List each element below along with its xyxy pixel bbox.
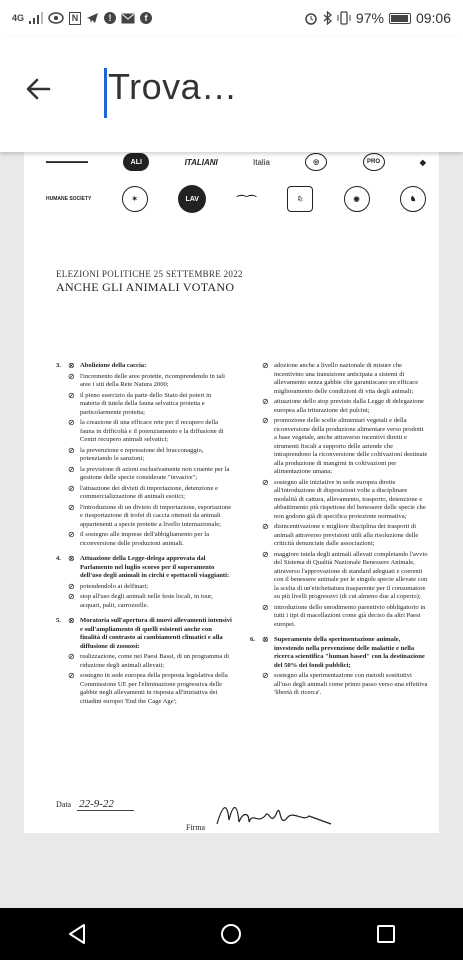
doc-section [56,362,232,550]
section-title-row [68,555,232,581]
section-item-text: stop all'uso degli animali nelle feste locali, in tour, acquari, palii, carrozzelle. [80,593,213,609]
logo: ⌒⌒ [236,195,257,207]
recents-nav-button[interactable] [366,914,406,954]
telegram-icon [86,12,99,24]
section-number: 6. [250,636,255,643]
eye-icon [48,12,64,24]
section-item [68,593,232,610]
checkmark-icon: ⊗ [68,361,75,370]
checkmark-icon: ⊘ [68,530,75,539]
section-item-text: disincentivazione e migliore disciplina dei trasporti di animali attraverso previsioni utili alla risoluzione delle criticità denunciate dalle associazioni; [274,523,419,547]
logo: LAV [178,185,206,213]
checkmark-icon: ⊘ [68,671,75,680]
section-item [68,419,232,445]
circle-home-icon [220,923,242,945]
checkmark-icon: ⊘ [262,522,269,531]
section-item-text: realizzazione, come nei Paesi Bassi, di un programma di riduzione degli animali allevati; [80,653,230,669]
checkmark-icon: ⊘ [68,464,75,474]
section-item [68,485,232,502]
logo: PRO [363,153,385,171]
section-item [68,447,232,464]
logo: ♘ [287,186,313,212]
checkmark-icon: ⊘ [262,549,269,559]
section-item-text: adozione anche a livello nazionale di misure che incentivino una transizione anticipata a sistemi di allevamento senza gabbie che garantiscano un efficace miglioramento delle condizioni di vita degli animali; [274,362,419,395]
checkmark-icon: ⊗ [262,635,269,644]
section-item [262,523,428,549]
checkmark-icon: ⊘ [68,652,75,661]
section-items [68,362,232,550]
alarm-icon [304,11,318,25]
section-title-row [262,636,428,670]
document-page [24,238,439,833]
clock: 09:06 [415,10,451,26]
text-cursor [104,68,107,118]
section-item-text: la creazione di una efficace rete per il recupero della fauna in difficoltà e il potenziamento e la diffusione di Centri recupero animali selvatici; [80,419,224,443]
section-item-text: sostegno alla sperimentazione con metodi sostitutivi all'uso degli animali come primo passo verso una effettiva 'libertà di ricerca'. [274,672,428,696]
section-items [68,617,232,708]
logo: ◎ [305,153,327,171]
checkmark-icon: ⊘ [68,581,75,591]
logo: ALI [123,153,149,171]
doc-section [250,636,428,700]
date-field [56,798,134,810]
find-toolbar [0,36,463,152]
section-item-text: sostegno in sede europea della proposta legislativa della Commissione UE per l'eliminazione progressiva delle gabbie negli allevamenti in risposta all'iniziativa dei cittadini europei 'End the Cage Age'; [80,672,228,705]
section-item-text: il pieno esercizio da parte dello Stato dei poteri in materia di tutela della fauna selvatica protetta e particolarmente protetta; [80,391,212,416]
section-item [262,672,428,698]
checkmark-icon: ⊘ [68,371,75,381]
section-item [68,504,232,530]
logo: HUMANE SOCIETY [46,196,92,202]
arrow-back-icon [24,75,52,103]
section-item-text: l'attuazione dei divieti di importazione, detenzione e commercializzazione di animali esotici; [80,484,218,500]
section-number [250,362,262,631]
section-item-text: sostegno alle iniziative in sede europea dirette all'introduzione di disposizioni volte a disciplinare modalità di cattura, allevamento, trasporto, detenzione e abbattimento più rispettose del benessere delle specie che non godono già di specifica protezione normativa; [274,478,426,520]
logos-area [46,152,426,214]
section-item [262,417,428,477]
status-bar [0,0,463,36]
doc-header-line1: ELEZIONI POLITICHE 25 SETTEMBRE 2022 [56,269,243,279]
checkmark-icon: ⊘ [262,397,269,406]
square-recents-icon [376,924,396,944]
network-type: 4G [12,13,25,23]
section-item-text: potendendolo ai delfinari; [80,582,149,590]
logo: ◆ [419,157,426,167]
checkmark-icon: ⊘ [262,416,269,425]
section-title: Attuazione della Legge-delega approvata dal Parlamento nel luglio scorso per il superamento dell'uso degli animali in circhi e spettacoli viaggianti: [80,555,230,579]
status-bar-right [304,10,451,26]
section-item-text: introduzione dello smodimento parentivio obbligatorio in tutti i tipi di macellazioni come già deciso da altri Paesi europei. [274,603,426,628]
checkmark-icon: ⊗ [68,616,75,625]
section-number: 3. [56,362,61,369]
checkmark-icon: ⊘ [68,592,75,601]
section-item-text: il sostegno alle imprese dell'abbigliamento per la riconversione delle produzioni animali. [80,531,209,547]
checkmark-icon: ⊘ [262,477,269,487]
section-item-text: maggiore tutela degli animali allevati completando l'avvio del Sistema di Qualità Nazionale Benessere Animale, attraverso l'approvazione di standard adeguati e coerenti con il benessere animale per le singole specie allevate con la scelta di un'etichettatura trasparente per il consumatore su più livelli progressivi (di cui almeno due al coperto); [274,550,428,600]
doc-section [250,362,428,631]
logo: ♞ [400,186,426,212]
triangle-back-icon [67,923,87,945]
vibrate-icon [337,11,351,25]
checkmark-icon: ⊘ [262,602,269,612]
section-item-text: la previsione di azioni esclusivamente non cruente per la gestione delle specie considerate "invasive"; [80,465,230,481]
section-item [68,653,232,670]
section-item-text: l'incremento delle aree protette, ricomprendendo in tali aree i siti della Rete Natura 2000; [80,372,225,388]
section-title: Moratoria sull'apertura di nuovi allevamenti intensivi e sull'ampliamento di quelli esistenti anche con finalità di contrasto ai cambiamenti climatici e alla diffusione di zoonosi: [80,617,232,650]
section-item [262,551,428,602]
back-button[interactable] [24,74,64,114]
section-item [68,531,232,548]
navigation-bar [0,908,463,960]
section-number: 4. [56,555,61,562]
bluetooth-icon [323,11,332,25]
doc-header-line2: ANCHE GLI ANIMALI VOTANO [56,280,235,294]
section-title: Abolizione della caccia: [80,362,147,369]
section-item [68,466,232,483]
logo-row [46,184,426,214]
right-column [250,362,428,705]
battery-icon [389,13,411,24]
date-value: 22-9-22 [77,798,134,811]
logo-row [46,152,426,174]
checkmark-icon: ⊘ [68,418,75,427]
date-label: Data [56,800,72,809]
logo: ▬▬▬▬▬▬▬ [46,159,88,165]
section-title-row [68,617,232,651]
logo: ✶ [122,186,148,212]
section-item [68,672,232,706]
facebook-icon: f [140,12,152,24]
back-nav-button[interactable] [57,914,97,954]
section-item [262,398,428,415]
logo: ITALIANI [184,157,218,167]
logo: ◉ [344,186,370,212]
find-input[interactable]: Trova… [108,66,238,107]
section-item [68,392,232,418]
section-item-text: la prevenzione e repressione del bracconaggio, potenziando le sanzioni; [80,446,204,462]
checkmark-icon: ⊘ [68,445,75,455]
section-item-text: l'introduzione di un divieto di importazione, esportazione e riesportazione di trofei di caccia ottenuti da animali appartenenti a specie protette a livello internazionale; [80,503,232,528]
checkmark-icon: ⊘ [262,361,269,370]
left-column [56,362,232,713]
section-item [262,362,428,396]
mail-icon [121,13,135,24]
section-item-text: promozione delle scelte alimentari vegetali e della riconversione della produzione alimentare verso prodotti a base vegetale, anche attraverso incentivi diretti e strumenti fiscali a supporto delle aziende che intraprendono la riconversione delle coltivazioni destinate alla produzione di mangimi in coltivazioni per alimentazione umana; [274,417,428,475]
doc-section [56,555,232,612]
section-items [68,555,232,612]
checkmark-icon: ⊘ [68,502,75,512]
signature-image [213,798,343,832]
section-number: 5. [56,617,61,624]
battery-percent: 97% [355,10,384,26]
section-items [262,362,428,631]
home-nav-button[interactable] [211,914,251,954]
signature-label: Firma [186,823,206,832]
signature-field [186,798,343,832]
page-card-document [24,238,439,833]
checkmark-icon: ⊘ [68,390,75,400]
section-item [262,479,428,522]
section-items [262,636,428,700]
status-bar-left [12,11,152,25]
notes-icon: N [69,12,81,25]
checkmark-icon: ⊘ [68,483,75,493]
signal-icon [29,12,43,24]
alert-icon: ! [104,12,116,24]
section-title: Superamento della sperimentazione animale, investendo nella prevenzione delle malattie e nella ricerca scientifica "human based" con la destinazione del 50% dei fondi pubblici; [274,636,425,669]
checkmark-icon: ⊘ [262,671,269,680]
section-item [262,604,428,630]
checkmark-icon: ⊗ [68,554,75,563]
doc-section [56,617,232,708]
section-title-row [68,362,232,371]
logo: Italia [253,157,270,167]
document-viewer[interactable] [0,152,463,908]
section-item-text: attuazione dello stop previsto dalla Legge di delegazione europea alla triturazione dei pulcini; [274,398,424,414]
section-item [68,583,232,592]
section-item [68,373,232,390]
